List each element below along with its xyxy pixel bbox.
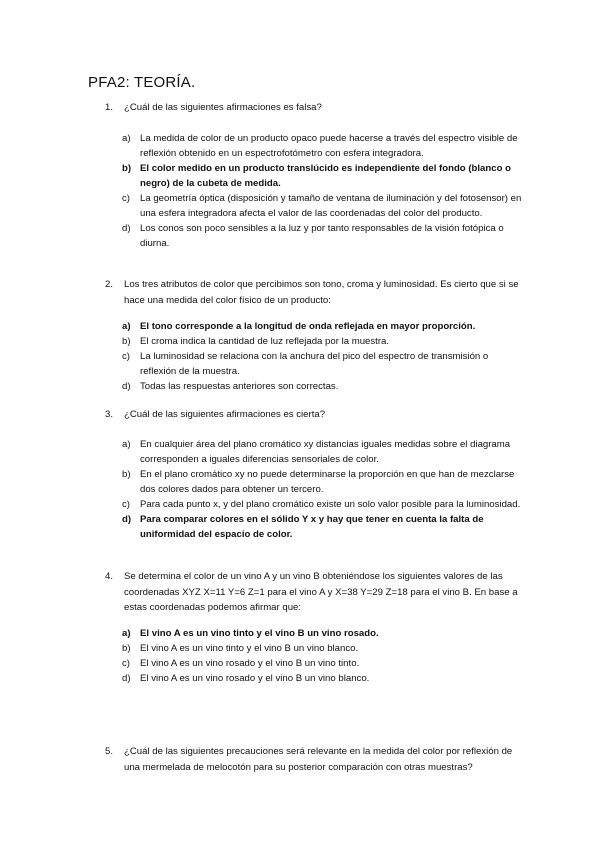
- options-q4: [122, 626, 522, 686]
- option-3d: d) Para comparar colores en el sólido Y x y hay que tener en cuenta la falta de uniformidad del espacio de color.: [122, 514, 484, 540]
- option-4c: c) El vino A es un vino rosado y el vino B un vino tinto.: [122, 658, 360, 669]
- option-1c: c) La geometría óptica (disposición y tamaño de ventana de iluminación y del fotosensor) en una esfera integradora afecta el valor de las coordenadas del color del producto.: [122, 193, 522, 219]
- option-3a: a) En cualquier área del plano cromático xy distancias iguales medidas sobre el diagrama corresponden a iguales diferencias sensoriales de color.: [122, 439, 511, 465]
- option-4b: b) El vino A es un vino tinto y el vino B un vino blanco.: [122, 643, 359, 654]
- option-1d: d) Los conos son poco sensibles a la luz y por tanto responsables de la visión fotópica o diurna.: [122, 223, 504, 249]
- question-text: ¿Cuál de las siguientes afirmaciones es cierta?: [124, 409, 326, 420]
- options-q2: [122, 319, 522, 394]
- question-text: ¿Cuál de las siguientes precauciones será relevante en la medida del color por reflexión de una mermelada de melocotón para su posterior comparación con otras muestras?: [124, 746, 513, 773]
- page-title: PFA2: TEORÍA.: [88, 74, 196, 91]
- question-number: 5.: [105, 746, 114, 757]
- option-2b: b) El croma indica la cantidad de luz reflejada por la muestra.: [122, 336, 390, 347]
- question-text: Los tres atributos de color que percibimos son tono, croma y luminosidad. Es cierto que si se hace una medida del color físico de un producto:: [124, 279, 519, 306]
- question-number: 1.: [105, 102, 114, 113]
- options-q3: [122, 437, 522, 542]
- option-2a: a) El tono corresponde a la longitud de onda reflejada en mayor proporción.: [122, 321, 476, 332]
- option-2c: c) La luminosidad se relaciona con la anchura del pico del espectro de transmisión o reflexión de la muestra.: [122, 351, 489, 377]
- option-1a: a) La medida de color de un producto opaco puede hacerse a través del espectro visible de reflexión obtenido en un espectrofotómetro con esfera integradora.: [122, 133, 518, 159]
- option-4a: a) El vino A es un vino tinto y el vino B un vino rosado.: [122, 628, 379, 639]
- question-number: 3.: [105, 409, 114, 420]
- option-1b: b) El color medido en un producto translúcido es independiente del fondo (blanco o negro) de la cubeta de medida.: [122, 163, 511, 189]
- option-2d: d) Todas las respuestas anteriores son correctas.: [122, 381, 339, 392]
- question-text: Se determina el color de un vino A y un vino B obteniéndose los siguientes valores de las coordenadas XYZ X=11 Y=6 Z=1 para el vino A y X=38 Y=29 Z=18 para el vino B. En base a estas coordenadas podemos afirmar que:: [124, 571, 518, 613]
- option-3c: c) Para cada punto x, y del plano cromático existe un solo valor posible para la luminosidad.: [122, 499, 521, 510]
- question-number: 4.: [105, 571, 114, 582]
- option-4d: d) El vino A es un vino rosado y el vino B un vino blanco.: [122, 673, 370, 684]
- question-number: 2.: [105, 279, 114, 290]
- question-text: ¿Cuál de las siguientes afirmaciones es falsa?: [124, 102, 322, 113]
- option-3b: b) En el plano cromático xy no puede determinarse la proporción en que han de mezclarse dos colores dados para obtener un tercero.: [122, 469, 515, 495]
- options-q1: [122, 131, 522, 251]
